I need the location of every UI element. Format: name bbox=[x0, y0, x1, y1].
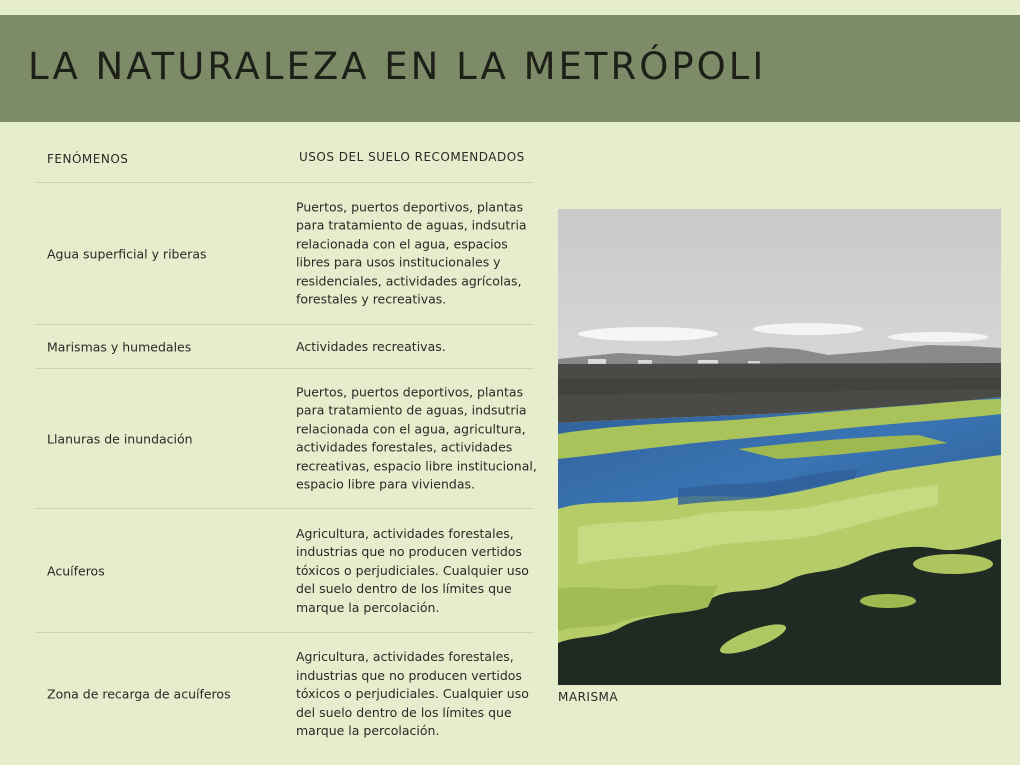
table-row bbox=[35, 325, 534, 369]
table-row bbox=[35, 183, 534, 325]
row-usos: Agricultura, actividades forestales, industrias que no producen vertidos tóxicos o perjudiciales. Cualquier uso del suelo dentro de los límites que marque la percolación. bbox=[296, 525, 529, 615]
header-fenomenos: FENÓMENOS bbox=[47, 152, 129, 166]
row-usos: Agricultura, actividades forestales, industrias que no producen vertidos tóxicos o perjudiciales. Cualquier uso del suelo dentro de los límites que marque la percolación. bbox=[296, 648, 529, 738]
table-row bbox=[35, 633, 534, 755]
table-header bbox=[35, 140, 534, 183]
photo-caption: MARISMA bbox=[558, 690, 619, 704]
row-fenomeno: Agua superficial y riberas bbox=[47, 246, 207, 261]
title-banner bbox=[0, 15, 1020, 122]
header-usos: USOS DEL SUELO RECOMENDADOS bbox=[299, 150, 525, 164]
table-row bbox=[35, 509, 534, 633]
row-fenomeno: Acuíferos bbox=[47, 563, 105, 578]
row-usos: Puertos, puertos deportivos, plantas para tratamiento de aguas, indsutria relacionada con el agua, agricultura, actividades forestales, actividades recreativas, espacio libre institucional, espacio libre para viviendas. bbox=[296, 384, 537, 492]
marsh-photo bbox=[558, 209, 1001, 685]
row-usos: Puertos, puertos deportivos, plantas para tratamiento de aguas, indsutria relacionada con el agua, espacios libres para usos institucionales y residenciales, actividades agrícolas, forestales y recreativas. bbox=[296, 199, 527, 307]
row-fenomeno: Marismas y humedales bbox=[47, 339, 192, 354]
page-title: LA NATURALEZA EN LA METRÓPOLI bbox=[28, 45, 767, 88]
row-usos: Actividades recreativas. bbox=[296, 338, 446, 354]
table-row bbox=[35, 369, 537, 509]
row-fenomeno: Zona de recarga de acuíferos bbox=[47, 686, 231, 702]
row-fenomeno: Llanuras de inundación bbox=[47, 431, 193, 446]
land-use-table bbox=[35, 140, 537, 755]
